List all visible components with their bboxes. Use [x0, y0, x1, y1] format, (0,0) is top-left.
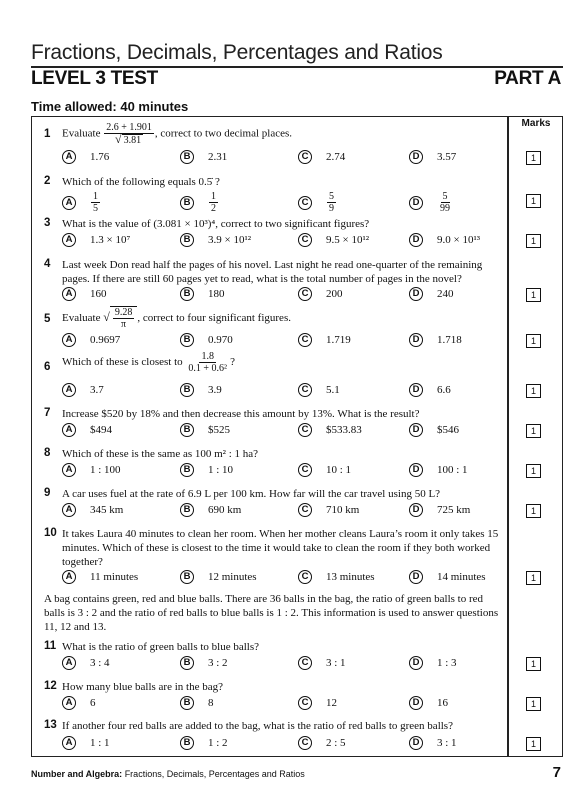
option-letter-d[interactable]: D — [409, 333, 423, 347]
option-letter-b[interactable]: B — [180, 233, 194, 247]
option-letter-c[interactable]: C — [298, 696, 312, 710]
q6-numerator: 1.8 — [201, 351, 214, 362]
q1-fraction: $\frac{2.6 + 1.901}{√ 3.81}$ — [106, 122, 152, 146]
option-letter-c[interactable]: C — [298, 233, 312, 247]
mark-box: 1 — [526, 234, 541, 248]
option-letter-c[interactable]: C — [298, 150, 312, 164]
test-level: LEVEL 3 TEST — [31, 68, 158, 89]
option-letter-b[interactable]: B — [180, 423, 194, 437]
option-d[interactable] — [409, 696, 448, 710]
option-letter-a[interactable]: A — [62, 736, 76, 750]
option-value: 3 : 1 — [326, 657, 346, 669]
option-letter-b[interactable]: B — [180, 287, 194, 301]
option-c[interactable] — [298, 191, 337, 214]
mark-box: 1 — [526, 334, 541, 348]
option-letter-b[interactable]: B — [180, 333, 194, 347]
option-letter-b[interactable]: B — [180, 656, 194, 670]
option-value: 345 km — [90, 504, 124, 516]
shared-passage: A bag contains green, red and blue balls. There are 36 balls in the bag, the ratio of green balls to red balls is 3 : 2 and the ratio of red balls to blue balls is 1 : 2. This information is used to answer questions 11, 12 and 13. — [44, 593, 499, 633]
option-b[interactable] — [180, 503, 241, 517]
question-number: 10 — [44, 527, 57, 539]
question-number: 7 — [44, 407, 51, 419]
option-value: 13 minutes — [326, 571, 375, 583]
option-letter-a[interactable]: A — [62, 287, 76, 301]
option-a[interactable] — [62, 503, 123, 517]
q6-fraction — [186, 351, 229, 374]
option-value: 1 : 2 — [208, 737, 228, 749]
option-letter-a[interactable]: A — [62, 233, 76, 247]
option-value: 11 minutes — [90, 571, 139, 583]
fraction — [327, 191, 336, 214]
option-value: 3.9 — [208, 384, 222, 396]
option-c[interactable] — [298, 570, 375, 584]
option-value: 6 — [90, 697, 96, 709]
option-d[interactable] — [409, 333, 462, 347]
footer-strand: Number and Algebra: — [31, 769, 123, 779]
option-value: 2.31 — [208, 151, 228, 163]
option-letter-d[interactable]: D — [409, 503, 423, 517]
question-5-tail: , correct to four significant figures. — [137, 312, 291, 325]
q5-denominator: π — [121, 319, 127, 330]
mark-box: 1 — [526, 384, 541, 398]
mark-box: 1 — [526, 571, 541, 585]
page-number: 7 — [552, 764, 561, 781]
question-number: 12 — [44, 680, 57, 692]
question-number: 2 — [44, 175, 51, 187]
question-number: 1 — [44, 128, 51, 140]
question-9-text: A car uses fuel at the rate of 6.9 L per 100 km. How far will the car travel using 50 L? — [62, 488, 441, 500]
question-number: 11 — [44, 640, 57, 652]
option-letter-d[interactable]: D — [409, 383, 423, 397]
option-c[interactable] — [298, 503, 359, 517]
q1-denominator: 3.81 — [123, 135, 142, 146]
option-a[interactable] — [62, 736, 110, 750]
question-10-text: It takes Laura 40 minutes to clean her room. When her mother cleans Laura’s room it only takes 15 minutes. Which of these is closest to the time it would take to clean the room if they both worked together? — [62, 528, 499, 568]
option-a[interactable] — [62, 191, 101, 214]
question-1-lead: Evaluate — [62, 127, 101, 140]
fraction — [209, 191, 218, 214]
option-d[interactable] — [409, 383, 451, 397]
option-letter-d[interactable]: D — [409, 287, 423, 301]
question-13-text: If another four red balls are added to the bag, what is the ratio of red balls to green balls? — [62, 720, 453, 732]
question-number: 4 — [44, 258, 51, 270]
option-b[interactable] — [180, 656, 228, 670]
option-letter-b[interactable]: B — [180, 570, 194, 584]
question-6-tail: ? — [230, 356, 235, 369]
option-letter-c[interactable]: C — [298, 736, 312, 750]
option-letter-b[interactable]: B — [180, 463, 194, 477]
root-sign: √ — [103, 310, 110, 325]
option-b[interactable] — [180, 463, 233, 477]
marks-divider — [507, 116, 509, 757]
option-d[interactable] — [409, 656, 457, 670]
option-value: 200 — [326, 288, 343, 300]
fraction — [91, 191, 100, 214]
mark-box: 1 — [526, 697, 541, 711]
denominator: 2 — [211, 203, 216, 214]
option-value: 16 — [437, 697, 448, 709]
option-value: 240 — [437, 288, 454, 300]
question-11-text: What is the ratio of green balls to blue balls? — [62, 641, 260, 653]
option-letter-c[interactable]: C — [298, 656, 312, 670]
question-3-text: What is the value of (3.081 × 10³)⁴, correct to two significant figures? — [62, 218, 370, 230]
question-12-text: How many blue balls are in the bag? — [62, 681, 223, 693]
question-5-text — [62, 306, 502, 330]
denominator: 5 — [93, 203, 98, 214]
option-d[interactable] — [409, 463, 468, 477]
option-letter-c[interactable]: C — [298, 570, 312, 584]
option-c[interactable] — [298, 463, 351, 477]
option-b[interactable] — [180, 150, 227, 164]
option-letter-a[interactable]: A — [62, 463, 76, 477]
page-heading: Fractions, Decimals, Percentages and Ratios — [31, 41, 443, 64]
option-value: 3.7 — [90, 384, 104, 396]
option-value: 5.1 — [326, 384, 340, 396]
option-value: 690 km — [208, 504, 242, 516]
option-value: 10 : 1 — [326, 464, 352, 476]
question-number: 13 — [44, 719, 57, 731]
option-value: 12 minutes — [208, 571, 257, 583]
question-number: 5 — [44, 313, 51, 325]
option-a[interactable] — [62, 423, 112, 437]
option-a[interactable] — [62, 463, 121, 477]
option-letter-b[interactable]: B — [180, 383, 194, 397]
option-value: 3 : 1 — [437, 737, 457, 749]
option-letter-c[interactable]: C — [298, 196, 312, 210]
option-letter-c[interactable]: C — [298, 463, 312, 477]
question-2-text: Which of the following equals 0.5̇ ? — [62, 176, 220, 188]
option-value: 9.5 × 10¹² — [326, 234, 370, 246]
option-value: 710 km — [326, 504, 360, 516]
option-value: 1 : 1 — [90, 737, 110, 749]
option-value: $525 — [208, 424, 230, 436]
option-value: $533.83 — [326, 424, 362, 436]
option-c[interactable] — [298, 696, 337, 710]
question-number: 8 — [44, 447, 51, 459]
option-a[interactable] — [62, 656, 110, 670]
option-b[interactable] — [180, 696, 214, 710]
fraction — [438, 191, 452, 214]
option-value: 2.74 — [326, 151, 346, 163]
option-d[interactable] — [409, 287, 454, 301]
option-letter-b[interactable]: B — [180, 503, 194, 517]
question-8-text: Which of these is the same as 100 m² : 1 ha? — [62, 448, 259, 460]
footer-topic — [31, 769, 305, 779]
q6-denominator: 0.1 + 0.6² — [188, 363, 228, 374]
option-c[interactable] — [298, 383, 340, 397]
option-value: 1 : 10 — [208, 464, 234, 476]
option-a[interactable] — [62, 233, 130, 247]
option-value: 2 : 5 — [326, 737, 346, 749]
option-value: 3.9 × 10¹² — [208, 234, 252, 246]
mark-box: 1 — [526, 657, 541, 671]
option-letter-a[interactable]: A — [62, 333, 76, 347]
option-b[interactable] — [180, 287, 225, 301]
option-letter-a[interactable]: A — [62, 196, 76, 210]
option-letter-b[interactable]: B — [180, 736, 194, 750]
option-value: 1 : 3 — [437, 657, 457, 669]
option-c[interactable] — [298, 656, 346, 670]
option-a[interactable] — [62, 150, 109, 164]
option-c[interactable] — [298, 287, 343, 301]
numerator: 1 — [211, 191, 216, 202]
denominator: 99 — [440, 203, 450, 214]
option-a[interactable] — [62, 570, 138, 584]
question-5-lead: Evaluate — [62, 312, 101, 325]
marks-heading: Marks — [521, 118, 551, 129]
question-number: 9 — [44, 487, 51, 499]
option-a[interactable] — [62, 333, 120, 347]
option-letter-d[interactable]: D — [409, 233, 423, 247]
option-value: $494 — [90, 424, 112, 436]
option-value: 0.970 — [208, 334, 233, 346]
question-6-lead: Which of these is closest to — [62, 356, 183, 369]
option-c[interactable] — [298, 333, 351, 347]
option-letter-c[interactable]: C — [298, 503, 312, 517]
option-value: 3 : 2 — [208, 657, 228, 669]
option-letter-d[interactable]: D — [409, 196, 423, 210]
option-b[interactable] — [180, 736, 228, 750]
option-letter-a[interactable]: A — [62, 570, 76, 584]
question-number: 3 — [44, 217, 51, 229]
option-value: 1.719 — [326, 334, 351, 346]
option-value: 160 — [90, 288, 107, 300]
option-letter-c[interactable]: C — [298, 333, 312, 347]
question-1-text — [62, 122, 502, 146]
option-letter-c[interactable]: C — [298, 423, 312, 437]
option-c[interactable] — [298, 736, 346, 750]
mark-box: 1 — [526, 194, 541, 208]
time-allowed: Time allowed: 40 minutes — [31, 99, 189, 114]
option-b[interactable] — [180, 383, 222, 397]
option-value: 14 minutes — [437, 571, 486, 583]
q5-fraction — [113, 307, 135, 330]
option-letter-a[interactable]: A — [62, 150, 76, 164]
option-value: 100 : 1 — [437, 464, 468, 476]
option-value: 725 km — [437, 504, 471, 516]
question-6-text — [62, 351, 502, 374]
option-letter-a[interactable]: A — [62, 423, 76, 437]
option-letter-b[interactable]: B — [180, 196, 194, 210]
mark-box: 1 — [526, 464, 541, 478]
option-letter-d[interactable]: D — [409, 656, 423, 670]
option-value: 180 — [208, 288, 225, 300]
option-value: 1.3 × 10⁷ — [90, 234, 131, 246]
option-letter-c[interactable]: C — [298, 287, 312, 301]
option-letter-a[interactable]: A — [62, 383, 76, 397]
test-part: PART A — [494, 68, 561, 89]
option-b[interactable] — [180, 233, 251, 247]
option-letter-c[interactable]: C — [298, 383, 312, 397]
question-number: 6 — [44, 361, 51, 373]
numerator: 5 — [442, 191, 448, 202]
option-letter-a[interactable]: A — [62, 696, 76, 710]
option-d[interactable] — [409, 191, 453, 214]
option-value: 1.718 — [437, 334, 462, 346]
numerator: 5 — [329, 191, 334, 202]
option-value: 12 — [326, 697, 337, 709]
option-letter-d[interactable]: D — [409, 570, 423, 584]
option-c[interactable] — [298, 233, 369, 247]
option-b[interactable] — [180, 191, 219, 214]
option-value: 1.76 — [90, 151, 110, 163]
option-letter-d[interactable]: D — [409, 150, 423, 164]
option-value: 6.6 — [437, 384, 451, 396]
option-b[interactable] — [180, 423, 230, 437]
option-letter-d[interactable]: D — [409, 736, 423, 750]
option-a[interactable] — [62, 696, 96, 710]
question-7-text: Increase $520 by 18% and then decrease this amount by 13%. What is the result? — [62, 408, 420, 420]
option-value: 9.0 × 10¹³ — [437, 234, 481, 246]
mark-box: 1 — [526, 737, 541, 751]
mark-box: 1 — [526, 288, 541, 302]
option-d[interactable] — [409, 150, 456, 164]
option-letter-d[interactable]: D — [409, 696, 423, 710]
option-value: 0.9697 — [90, 334, 121, 346]
mark-box: 1 — [526, 151, 541, 165]
option-d[interactable] — [409, 423, 459, 437]
option-value: $546 — [437, 424, 459, 436]
question-4-text: Last week Don read half the pages of his novel. Last night he read one-quarter of the remaining pages. If there are still 60 pages yet to read, what is the total number of pages in the novel? — [62, 259, 483, 285]
numerator: 1 — [93, 191, 98, 202]
q1-numerator: 2.6 + 1.901 — [106, 122, 152, 133]
option-a[interactable] — [62, 287, 107, 301]
mark-box: 1 — [526, 424, 541, 438]
option-letter-a[interactable]: A — [62, 656, 76, 670]
option-d[interactable] — [409, 736, 457, 750]
option-a[interactable] — [62, 383, 104, 397]
option-value: 1 : 100 — [90, 464, 121, 476]
option-b[interactable] — [180, 333, 233, 347]
footer-subtopic: Fractions, Decimals, Percentages and Ratios — [122, 769, 305, 779]
option-letter-a[interactable]: A — [62, 503, 76, 517]
option-letter-d[interactable]: D — [409, 423, 423, 437]
option-letter-d[interactable]: D — [409, 463, 423, 477]
question-1-tail: , correct to two decimal places. — [154, 127, 293, 140]
option-value: 8 — [208, 697, 214, 709]
mark-box: 1 — [526, 504, 541, 518]
option-d[interactable] — [409, 233, 480, 247]
option-b[interactable] — [180, 570, 257, 584]
denominator: 9 — [329, 203, 334, 214]
option-d[interactable] — [409, 503, 470, 517]
option-c[interactable] — [298, 423, 362, 437]
option-d[interactable] — [409, 570, 486, 584]
option-value: 3 : 4 — [90, 657, 110, 669]
option-value: 3.57 — [437, 151, 457, 163]
option-letter-b[interactable]: B — [180, 696, 194, 710]
option-letter-b[interactable]: B — [180, 150, 194, 164]
q5-numerator: 9.28 — [114, 307, 133, 318]
option-c[interactable] — [298, 150, 345, 164]
